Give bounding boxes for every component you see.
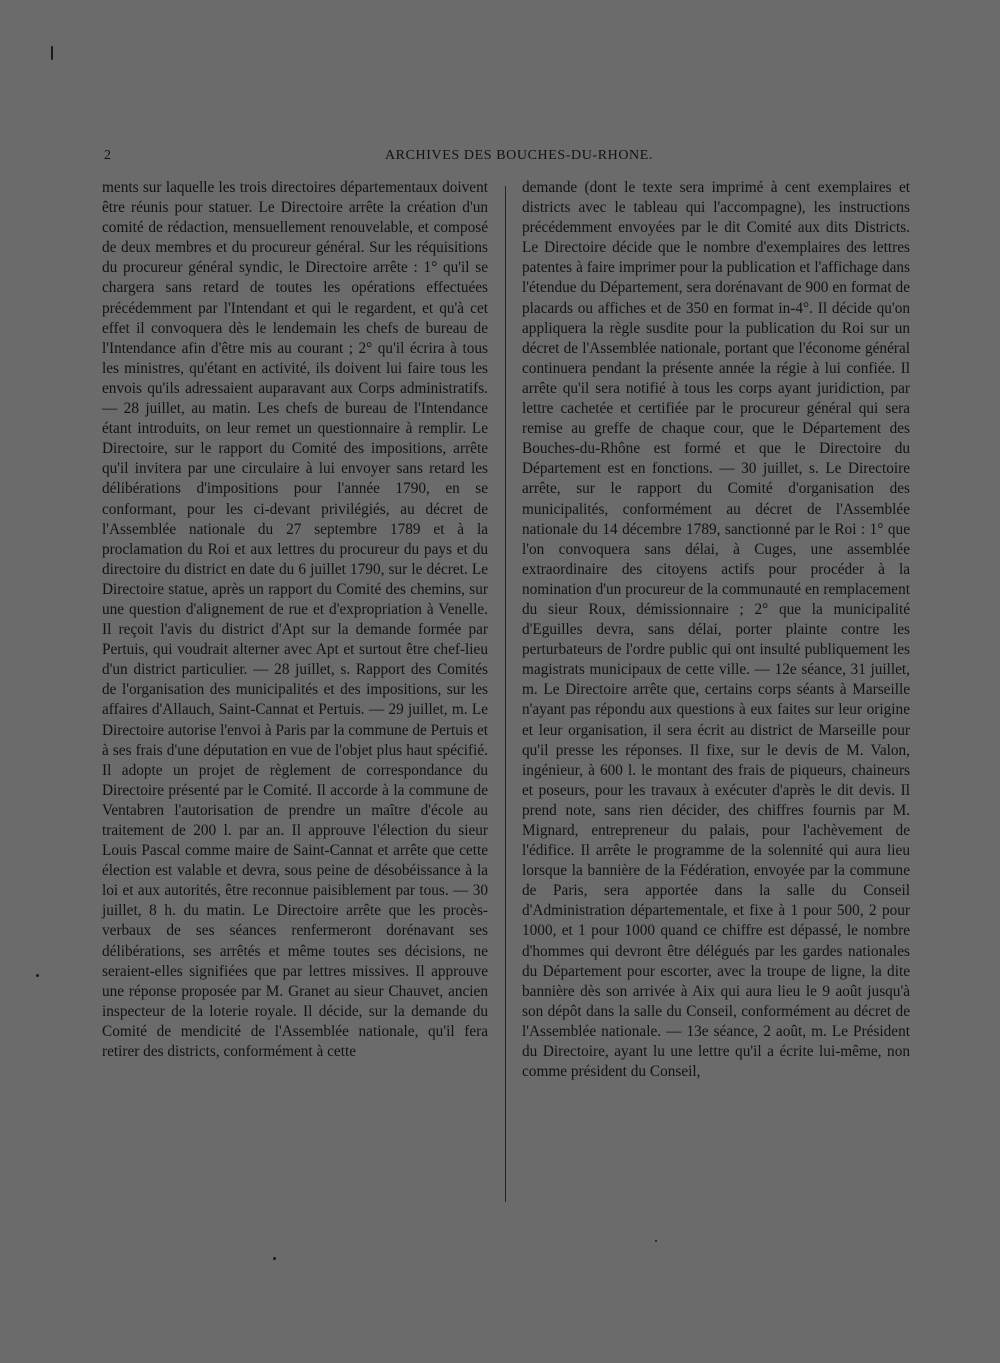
page-number: 2 [104, 148, 112, 163]
right-column [522, 178, 910, 1082]
left-column-text: ments sur laquelle les trois directoires départementaux doivent être réunis pour statuer. Le Directoire arrête la création d'un comité de rédaction, mensuellement renouvelable, et composé de deux membres et du procureur général. Sur les réquisitions du procureur général syndic, le Directoire arrête : 1° qu'il se chargera sans retard de toutes les opérations effectuées précédemment par l'Intendant et qui le regardent, et qu'à cet effet il convoquera dès le lendemain les chefs de bureau de l'Intendance afin d'être mis au courant ; 2° qu'il écrira à tous les ministres, qu'étant en activité, ils doivent lui faire tous les envois qu'ils adressaient auparavant aux Corps administratifs. — 28 juillet, au matin. Les chefs de bureau de l'Intendance étant introduits, on leur remet un questionnaire à remplir. Le Directoire, sur le rapport du Comité des impositions, arrête qu'il invitera par une circulaire à lui envoyer sans retard les délibérations d'impositions pour l'année 1790, en se conformant, pour les ci-devant privilégiés, au décret de l'Assemblée nationale du 27 septembre 1789 et à la proclamation du Roi et aux lettres du procureur du pays et du directoire du district en date du 6 juillet 1790, sur le décret. Le Directoire statue, après un rapport du Comité des chemins, sur une question d'alignement de rue et d'expropriation à Venelle. Il reçoit l'avis du district d'Apt sur la demande formée par Pertuis, qui voudrait alterner avec Apt et surtout être chef-lieu d'un district particulier. — 28 juillet, s. Rapport des Comités de l'organisation des municipalités et des impositions, sur les affaires d'Allauch, Saint-Cannat et Pertuis. — 29 juillet, m. Le Directoire autorise l'envoi à Paris par la commune de Pertuis et à ses frais d'une députation en vue de l'objet plus haut spécifié. Il adopte un projet de règlement de correspondance du Directoire présenté par le Comité. Il accorde à la commune de Ventabren l'autorisation de prendre un maître d'école au traitement de 200 l. par an. Il approuve l'élection du sieur Louis Pascal comme maire de Saint-Cannat et arrête que cette élection est valable et devra, sous peine de désobéissance à la loi et aux autorités, être reconnue paisiblement par tous. — 30 juillet, 8 h. du matin. Le Directoire arrête que les procès-verbaux de ses séances renfermeront dorénavant ses délibérations, ses arrêtés et même toutes ses décisions, ne seraient-elles signifiées que par lettres missives. Il approuve une réponse proposée par M. Granet au sieur Chauvet, ancien inspecteur de la loterie royale. Il décide, sur la demande du Comité de mendicité de l'Assemblée nationale, qu'il fera retirer des districts, conformément à cette [102, 179, 488, 1061]
column-divider [505, 186, 506, 1202]
scan-speck [273, 1257, 276, 1260]
scan-speck [51, 46, 53, 60]
right-column-text: demande (dont le texte sera imprimé à cent exemplaires et districts avec le tableau qui l'accompagne), les instructions précédemment envoyées par le dit Comité aux dits Districts. Le Directoire décide que le nombre d'exemplaires des lettres patentes à faire imprimer pour la publication et l'affichage dans l'étendue du Département, sera dorénavant de 900 en format de placards ou affiches et de 350 en format in-4°. Il décide qu'on appliquera la règle susdite pour la publication du Roi sur un décret de l'Assemblée nationale, portant que l'économe général continuera pendant la présente année la régie à lui confiée. Il arrête qu'il sera notifié à tous les corps ayant juridiction, par lettre cachetée et certifiée par le procureur général qui sera remise au greffe de chaque cour, que le Département des Bouches-du-Rhône est formé et que le Directoire du Département est en fonctions. — 30 juillet, s. Le Directoire arrête, sur le rapport du Comité d'organisation des municipalités, conformément au décret de l'Assemblée nationale du 14 décembre 1789, sanctionné par le Roi : 1° que l'on convoquera sans délai, à Cuges, une assemblée extraordinaire des citoyens actifs pour procéder à la nomination d'un procureur de la communauté en remplacement du sieur Roux, démissionnaire ; 2° que la municipalité d'Eguilles devra, sans délai, porter plainte contre les perturbateurs de l'ordre public qui ont insulté publiquement les magistrats municipaux de cette ville. — 12e séance, 31 juillet, m. Le Directoire arrête que, certains corps séants à Marseille n'ayant pas répondu aux questions à eux faites sur leur origine et leur organisation, il sera écrit au district de Marseille pour qu'il presse les réponses. Il fixe, sur le devis de M. Valon, ingénieur, à 600 l. le montant des frais de piqueurs, chaineurs et poseurs, pour les travaux à exécuter d'après le dit devis. Il prend note, sans rien décider, des chiffres fournis par M. Mignard, entrepreneur du palais, pour l'achèvement de l'édifice. Il arrête le programme de la solennité qui aura lieu lorsque la bannière de la Fédération, envoyée par la commune de Paris, sera apportée dans la salle du Conseil d'Administration départementale, et fixe à 1 pour 500, 2 pour 1000, et 1 pour 1000 quand ce chiffre est dépassé, le nombre d'hommes qui devront être délégués par les gardes nationales du Département pour escorter, avec la troupe de ligne, la dite bannière dès son arrivée à Aix qui aura lieu le 9 août jusqu'à son dépôt dans la salle du Conseil, conformément au décret de l'Assemblée nationale. — 13e séance, 2 août, m. Le Président du Directoire, ayant lu une lettre qu'il a écrite lui-même, non comme président du Conseil, [522, 179, 910, 1081]
left-column [102, 178, 488, 1062]
scan-speck [36, 974, 39, 977]
running-header [104, 148, 914, 168]
running-title: ARCHIVES DES BOUCHES-DU-RHONE. [384, 148, 654, 163]
scan-speck [655, 1240, 657, 1242]
